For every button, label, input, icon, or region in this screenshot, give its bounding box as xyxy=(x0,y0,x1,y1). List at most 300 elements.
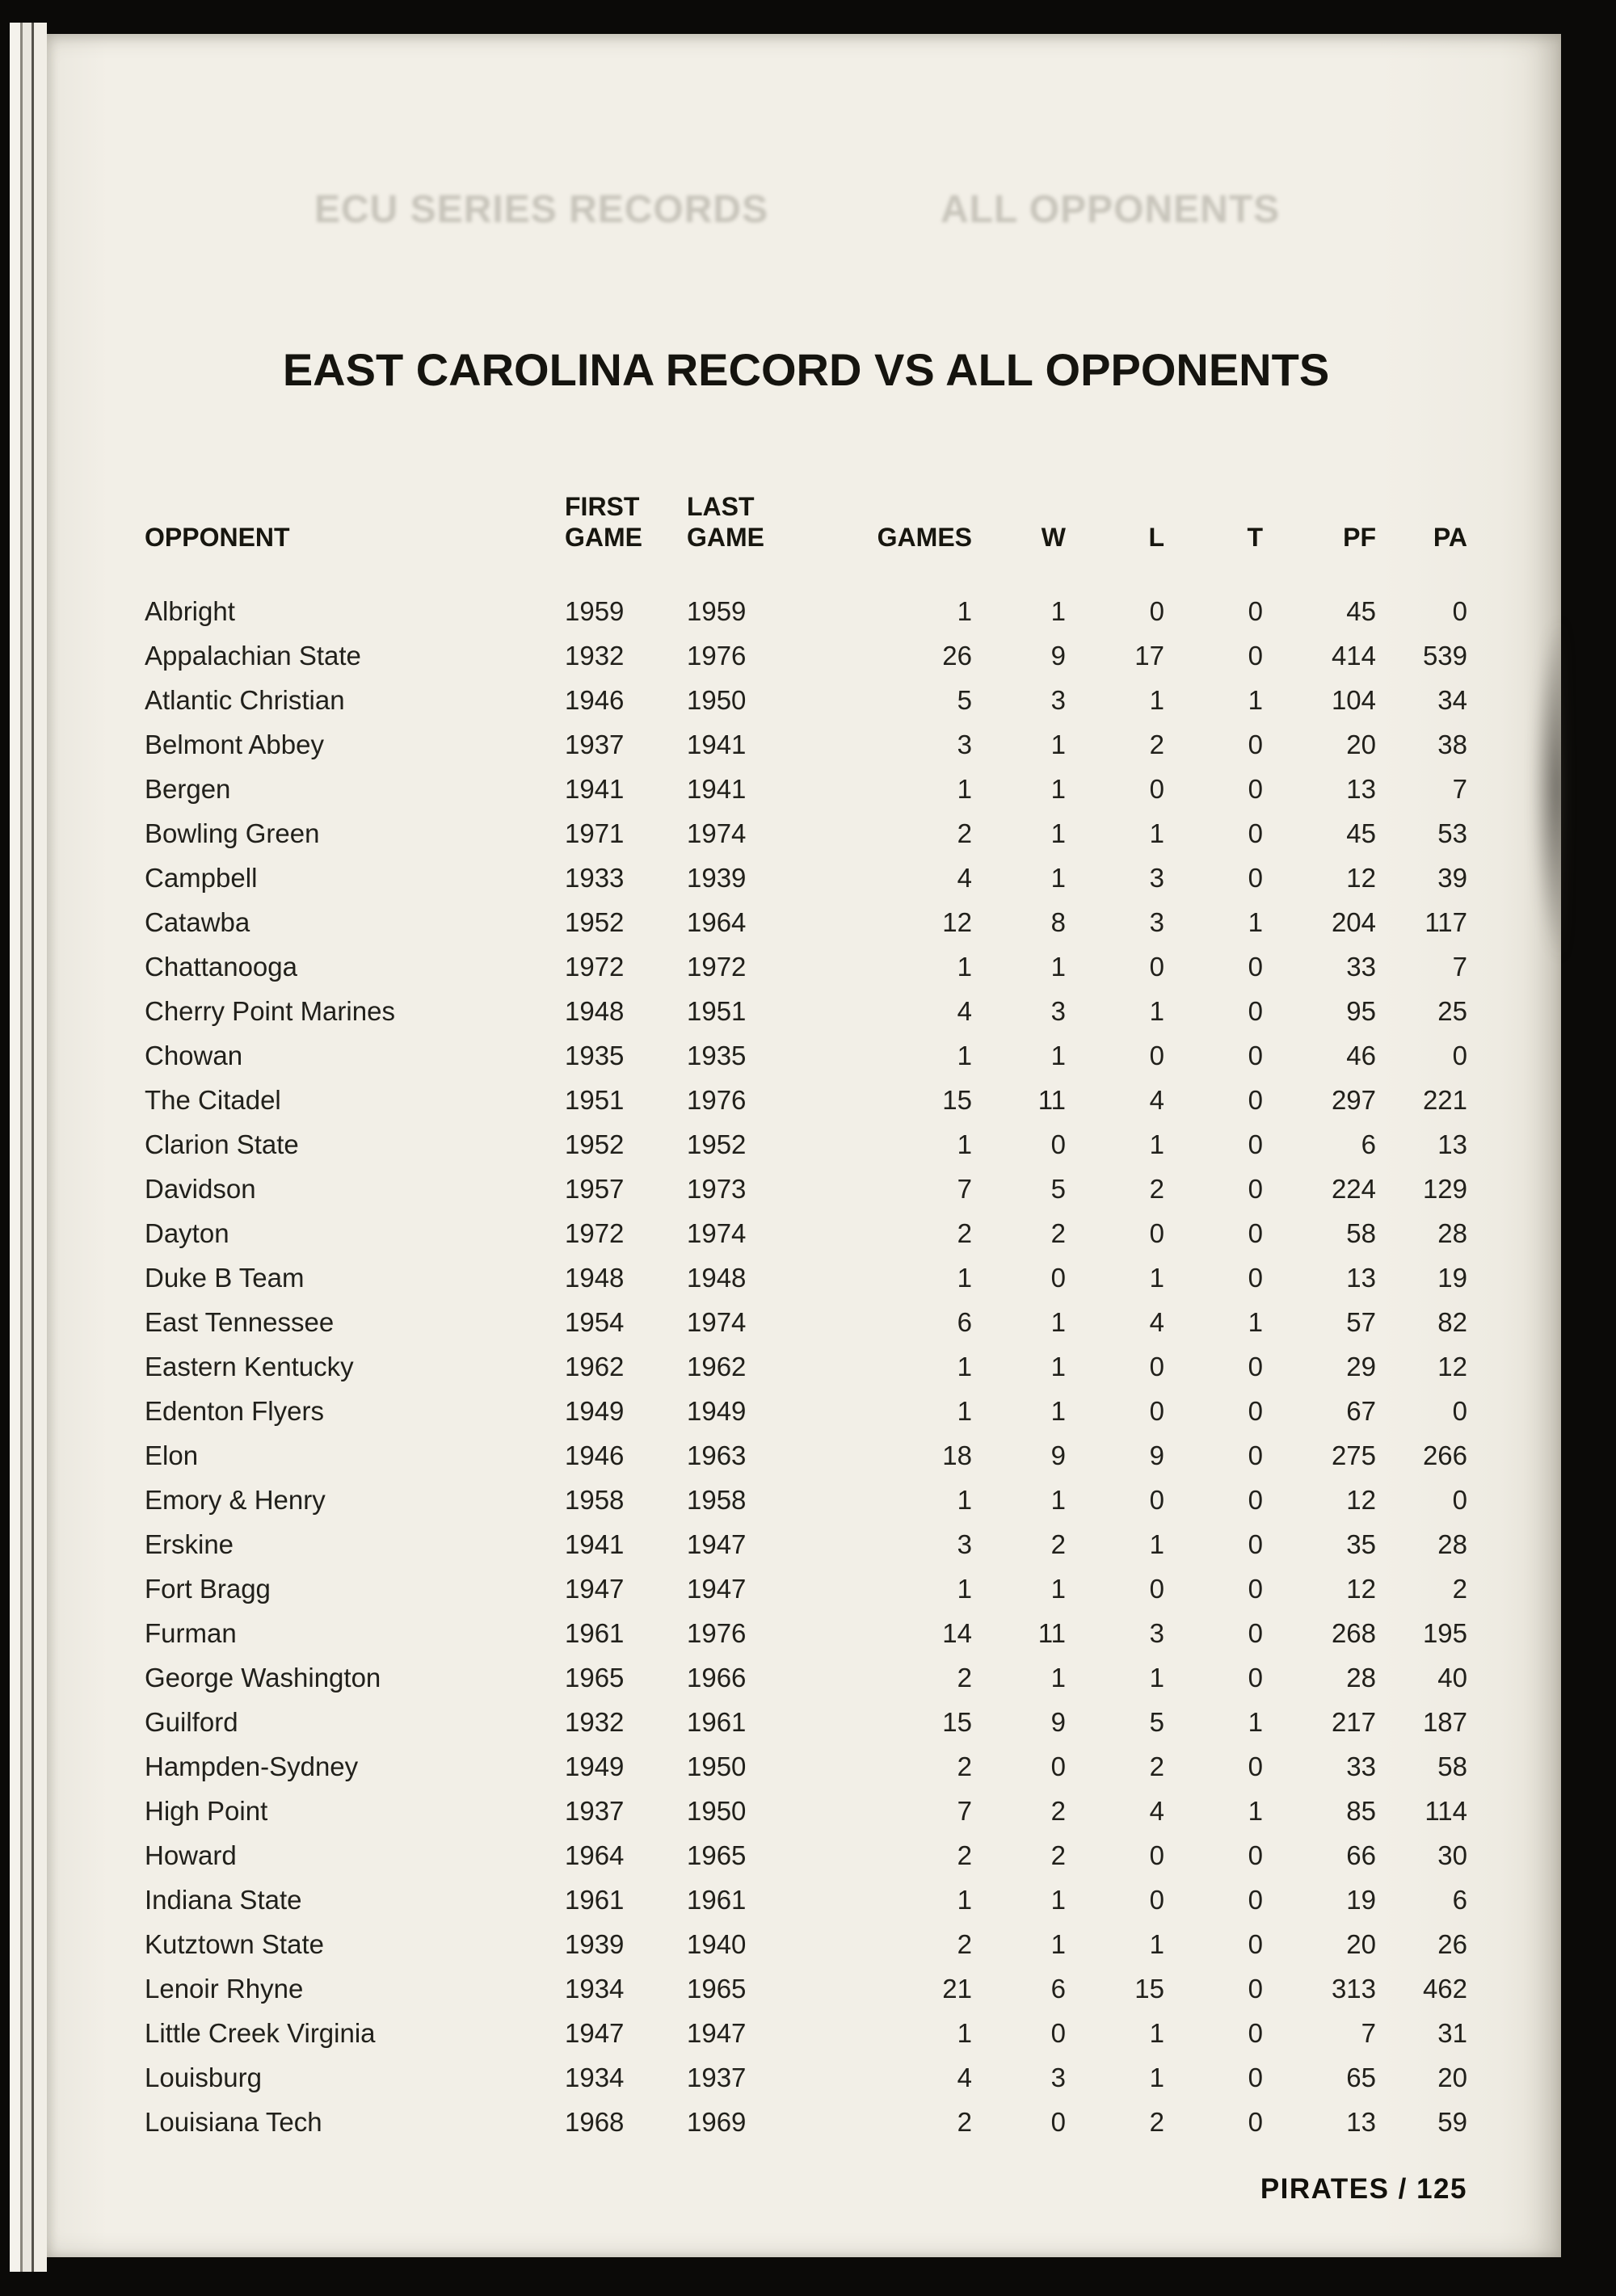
stat-cell: 1 xyxy=(1149,1262,1164,1293)
stat-cell: 195 xyxy=(1422,1617,1467,1648)
stat-cell: 65 xyxy=(1346,2062,1376,2092)
stat-cell: 35 xyxy=(1346,1529,1376,1559)
stat-cell: 462 xyxy=(1422,1973,1467,2004)
stat-cell: 1 xyxy=(1149,2062,1164,2092)
bleed-through-left: ECU SERIES RECORDS xyxy=(314,188,769,231)
opponent-cell: Howard xyxy=(145,1840,237,1870)
stat-cell: 0 xyxy=(1248,2017,1263,2048)
stat-cell: 20 xyxy=(1346,1928,1376,1959)
table-row xyxy=(145,1300,1467,1344)
stat-cell: 266 xyxy=(1422,1440,1467,1470)
column-header: PA xyxy=(1433,523,1467,552)
stat-cell: 1949 xyxy=(565,1751,625,1781)
stat-cell: 0 xyxy=(1248,818,1263,848)
stat-cell: 0 xyxy=(1248,1084,1263,1115)
stat-cell: 1948 xyxy=(687,1262,747,1293)
stat-cell: 217 xyxy=(1331,1706,1376,1737)
stat-cell: 1972 xyxy=(565,1217,625,1248)
stat-cell: 21 xyxy=(942,1973,972,2004)
stat-cell: 4 xyxy=(1149,1084,1164,1115)
stat-cell: 2 xyxy=(957,1840,972,1870)
stat-cell: 0 xyxy=(1452,1040,1467,1070)
stat-cell: 1 xyxy=(957,1351,972,1381)
stat-cell: 53 xyxy=(1437,818,1467,848)
stat-cell: 3 xyxy=(1149,862,1164,893)
stat-cell: 1946 xyxy=(565,684,625,715)
opponent-cell: Erskine xyxy=(145,1529,234,1559)
stat-cell: 34 xyxy=(1437,684,1467,715)
stat-cell: 7 xyxy=(957,1173,972,1204)
stat-cell: 0 xyxy=(1050,1129,1066,1159)
stat-cell: 29 xyxy=(1346,1351,1376,1381)
table-row xyxy=(145,811,1467,856)
table-row xyxy=(145,1789,1467,1833)
stat-cell: 1969 xyxy=(687,2106,747,2137)
stat-cell: 2 xyxy=(1149,2106,1164,2137)
stat-cell: 1968 xyxy=(565,2106,625,2137)
stat-cell: 1962 xyxy=(565,1351,625,1381)
stat-cell: 1954 xyxy=(565,1306,625,1337)
stat-cell: 2 xyxy=(957,1751,972,1781)
stat-cell: 1 xyxy=(1149,1928,1164,1959)
column-header: GAMES xyxy=(877,523,972,552)
table-row xyxy=(145,1478,1467,1522)
opponent-cell: Edenton Flyers xyxy=(145,1395,324,1426)
stat-cell: 15 xyxy=(1134,1973,1164,2004)
stat-cell: 0 xyxy=(1050,1262,1066,1293)
stat-cell: 3 xyxy=(1050,684,1066,715)
opponent-cell: Fort Bragg xyxy=(145,1573,271,1604)
stat-cell: 6 xyxy=(1452,1884,1467,1915)
stat-cell: 1 xyxy=(1050,1573,1066,1604)
stat-cell: 1965 xyxy=(565,1662,625,1693)
stat-cell: 1 xyxy=(1050,862,1066,893)
stat-cell: 45 xyxy=(1346,818,1376,848)
stat-cell: 6 xyxy=(957,1306,972,1337)
opponent-cell: Emory & Henry xyxy=(145,1484,326,1515)
stat-cell: 33 xyxy=(1346,1751,1376,1781)
table-row xyxy=(145,1078,1467,1122)
stat-cell: 7 xyxy=(1361,2017,1376,2048)
stat-cell: 1 xyxy=(957,1395,972,1426)
stat-cell: 3 xyxy=(1149,1617,1164,1648)
stat-cell: 0 xyxy=(1248,1040,1263,1070)
stat-cell: 117 xyxy=(1425,906,1467,937)
stat-cell: 0 xyxy=(1452,1484,1467,1515)
stat-cell: 1 xyxy=(1248,1306,1263,1337)
stat-cell: 0 xyxy=(1248,1351,1263,1381)
stat-cell: 1941 xyxy=(687,729,747,759)
stat-cell: 33 xyxy=(1346,951,1376,982)
stat-cell: 1937 xyxy=(565,1795,625,1826)
stat-cell: 1939 xyxy=(687,862,747,893)
table-row xyxy=(145,1389,1467,1433)
table-row xyxy=(145,1922,1467,1966)
stat-cell: 1 xyxy=(957,951,972,982)
stat-cell: 1 xyxy=(957,1040,972,1070)
bleed-through-text xyxy=(145,187,1467,244)
stat-cell: 539 xyxy=(1422,640,1467,671)
stat-cell: 187 xyxy=(1422,1706,1467,1737)
stat-cell: 46 xyxy=(1346,1040,1376,1070)
table-row xyxy=(145,1211,1467,1255)
stat-cell: 1963 xyxy=(687,1440,747,1470)
stat-cell: 1 xyxy=(1050,1351,1066,1381)
stat-cell: 224 xyxy=(1331,1173,1376,1204)
stat-cell: 11 xyxy=(1037,1617,1066,1648)
stat-cell: 2 xyxy=(957,1662,972,1693)
opponent-cell: Catawba xyxy=(145,906,250,937)
stat-cell: 1974 xyxy=(687,818,747,848)
stat-cell: 1 xyxy=(1050,773,1066,804)
stat-cell: 12 xyxy=(1346,862,1376,893)
table-row xyxy=(145,589,1467,633)
stat-cell: 1941 xyxy=(565,1529,625,1559)
stat-cell: 3 xyxy=(1050,2062,1066,2092)
stat-cell: 40 xyxy=(1437,1662,1467,1693)
stat-cell: 0 xyxy=(1050,2017,1066,2048)
stat-cell: 0 xyxy=(1149,1351,1164,1381)
stat-cell: 2 xyxy=(957,1217,972,1248)
column-header: FIRST GAME xyxy=(565,492,642,552)
stat-cell: 1940 xyxy=(687,1928,747,1959)
scan-smudge xyxy=(1532,616,1564,963)
opponent-cell: Kutztown State xyxy=(145,1928,324,1959)
stat-cell: 1 xyxy=(1248,906,1263,937)
page-footer: PIRATES / 125 xyxy=(1260,2173,1467,2205)
stat-cell: 104 xyxy=(1331,684,1376,715)
stat-cell: 28 xyxy=(1437,1529,1467,1559)
opponent-cell: Chowan xyxy=(145,1040,243,1070)
stat-cell: 20 xyxy=(1437,2062,1467,2092)
stat-cell: 9 xyxy=(1050,1440,1066,1470)
page-title: EAST CAROLINA RECORD VS ALL OPPONENTS xyxy=(282,343,1330,395)
stat-cell: 1939 xyxy=(565,1928,625,1959)
stat-cell: 19 xyxy=(1346,1884,1376,1915)
stat-cell: 3 xyxy=(957,1529,972,1559)
stat-cell: 0 xyxy=(1248,2062,1263,2092)
stat-cell: 0 xyxy=(1248,729,1263,759)
stat-cell: 1964 xyxy=(565,1840,625,1870)
stat-cell: 1957 xyxy=(565,1173,625,1204)
stat-cell: 1951 xyxy=(687,995,747,1026)
opponent-cell: Bowling Green xyxy=(145,818,320,848)
stat-cell: 7 xyxy=(1452,951,1467,982)
stat-cell: 1 xyxy=(1149,1662,1164,1693)
stat-cell: 1941 xyxy=(687,773,747,804)
stat-cell: 0 xyxy=(1050,1751,1066,1781)
opponent-cell: Davidson xyxy=(145,1173,256,1204)
opponent-cell: Dayton xyxy=(145,1217,229,1248)
table-row xyxy=(145,1433,1467,1478)
stat-cell: 1932 xyxy=(565,640,625,671)
stat-cell: 38 xyxy=(1437,729,1467,759)
stat-cell: 17 xyxy=(1134,640,1164,671)
stat-cell: 0 xyxy=(1452,595,1467,626)
stat-cell: 82 xyxy=(1437,1306,1467,1337)
stat-cell: 275 xyxy=(1331,1440,1376,1470)
stat-cell: 0 xyxy=(1248,595,1263,626)
table-row xyxy=(145,1700,1467,1744)
stat-cell: 28 xyxy=(1346,1662,1376,1693)
stat-cell: 4 xyxy=(1149,1795,1164,1826)
stat-cell: 1952 xyxy=(565,906,625,937)
stat-cell: 1 xyxy=(1248,684,1263,715)
records-table xyxy=(145,430,1467,2144)
table-body xyxy=(145,589,1467,2144)
stat-cell: 2 xyxy=(1050,1217,1066,1248)
table-row xyxy=(145,2055,1467,2100)
stat-cell: 5 xyxy=(1149,1706,1164,1737)
stat-cell: 1947 xyxy=(565,1573,625,1604)
stat-cell: 1958 xyxy=(565,1484,625,1515)
stat-cell: 19 xyxy=(1437,1262,1467,1293)
stat-cell: 2 xyxy=(1149,729,1164,759)
stat-cell: 25 xyxy=(1437,995,1467,1026)
stat-cell: 0 xyxy=(1149,1217,1164,1248)
stat-cell: 66 xyxy=(1346,1840,1376,1870)
column-header: LAST GAME xyxy=(687,492,764,552)
table-row xyxy=(145,678,1467,722)
stat-cell: 9 xyxy=(1050,640,1066,671)
opponent-cell: Appalachian State xyxy=(145,640,361,671)
opponent-cell: The Citadel xyxy=(145,1084,281,1115)
table-row xyxy=(145,1744,1467,1789)
stat-cell: 0 xyxy=(1248,1662,1263,1693)
stat-cell: 85 xyxy=(1346,1795,1376,1826)
table-row xyxy=(145,1167,1467,1211)
stat-cell: 26 xyxy=(1437,1928,1467,1959)
stat-cell: 1959 xyxy=(565,595,625,626)
stat-cell: 13 xyxy=(1346,773,1376,804)
opponent-cell: Furman xyxy=(145,1617,237,1648)
stat-cell: 20 xyxy=(1346,729,1376,759)
stat-cell: 2 xyxy=(1149,1173,1164,1204)
table-row xyxy=(145,1255,1467,1300)
stat-cell: 1976 xyxy=(687,1084,747,1115)
stat-cell: 2 xyxy=(957,818,972,848)
stat-cell: 0 xyxy=(1248,1440,1263,1470)
stat-cell: 1 xyxy=(1050,1484,1066,1515)
stat-cell: 0 xyxy=(1149,773,1164,804)
stat-cell: 1959 xyxy=(687,595,747,626)
stat-cell: 1 xyxy=(957,1884,972,1915)
stat-cell: 2 xyxy=(1050,1529,1066,1559)
stat-cell: 1950 xyxy=(687,1751,747,1781)
stat-cell: 3 xyxy=(957,729,972,759)
table-row xyxy=(145,1878,1467,1922)
stat-cell: 3 xyxy=(1050,995,1066,1026)
stat-cell: 1974 xyxy=(687,1306,747,1337)
opponent-cell: Atlantic Christian xyxy=(145,684,345,715)
stat-cell: 3 xyxy=(1149,906,1164,937)
stat-cell: 1 xyxy=(1050,1040,1066,1070)
table-row xyxy=(145,944,1467,989)
opponent-cell: Louisiana Tech xyxy=(145,2106,322,2137)
stat-cell: 1 xyxy=(1149,1129,1164,1159)
stat-cell: 2 xyxy=(957,1928,972,1959)
stat-cell: 1 xyxy=(957,1262,972,1293)
stat-cell: 0 xyxy=(1248,1617,1263,1648)
table-row xyxy=(145,1122,1467,1167)
stat-cell: 7 xyxy=(957,1795,972,1826)
column-header: W xyxy=(1041,523,1066,552)
table-header-row xyxy=(145,430,1467,589)
stat-cell: 0 xyxy=(1149,1395,1164,1426)
stat-cell: 313 xyxy=(1331,1973,1376,2004)
stat-cell: 39 xyxy=(1437,862,1467,893)
stat-cell: 15 xyxy=(942,1084,972,1115)
stat-cell: 7 xyxy=(1452,773,1467,804)
table-row xyxy=(145,2011,1467,2055)
opponent-cell: Guilford xyxy=(145,1706,238,1737)
column-header: PF xyxy=(1343,523,1376,552)
stat-cell: 1 xyxy=(1050,951,1066,982)
stat-cell: 0 xyxy=(1149,1884,1164,1915)
stat-cell: 11 xyxy=(1037,1084,1066,1115)
stat-cell: 13 xyxy=(1437,1129,1467,1159)
stat-cell: 1952 xyxy=(565,1129,625,1159)
stat-cell: 0 xyxy=(1248,1928,1263,1959)
stat-cell: 1961 xyxy=(565,1617,625,1648)
stat-cell: 6 xyxy=(1050,1973,1066,2004)
scanned-page xyxy=(47,34,1561,2257)
bleed-through-right: ALL OPPONENTS xyxy=(941,188,1281,231)
stat-cell: 1937 xyxy=(565,729,625,759)
stat-cell: 1961 xyxy=(687,1884,747,1915)
stat-cell: 30 xyxy=(1437,1840,1467,1870)
stat-cell: 1 xyxy=(1050,1928,1066,1959)
stat-cell: 1948 xyxy=(565,995,625,1026)
stat-cell: 1 xyxy=(1149,684,1164,715)
stat-cell: 1973 xyxy=(687,1173,747,1204)
stat-cell: 1966 xyxy=(687,1662,747,1693)
stat-cell: 1951 xyxy=(565,1084,625,1115)
stat-cell: 0 xyxy=(1248,1484,1263,1515)
stat-cell: 1961 xyxy=(687,1706,747,1737)
stat-cell: 0 xyxy=(1248,640,1263,671)
opponent-cell: Elon xyxy=(145,1440,199,1470)
stat-cell: 1 xyxy=(957,1484,972,1515)
opponent-cell: East Tennessee xyxy=(145,1306,335,1337)
stat-cell: 414 xyxy=(1331,640,1376,671)
stat-cell: 1947 xyxy=(687,1529,747,1559)
table-row xyxy=(145,1611,1467,1655)
table-row xyxy=(145,900,1467,944)
stat-cell: 5 xyxy=(957,684,972,715)
stat-cell: 0 xyxy=(1149,951,1164,982)
stat-cell: 18 xyxy=(942,1440,972,1470)
stat-cell: 67 xyxy=(1346,1395,1376,1426)
opponent-cell: Hampden-Sydney xyxy=(145,1751,359,1781)
stat-cell: 1949 xyxy=(565,1395,625,1426)
opponent-cell: High Point xyxy=(145,1795,268,1826)
stat-cell: 1971 xyxy=(565,818,625,848)
stat-cell: 1947 xyxy=(565,2017,625,2048)
stat-cell: 1 xyxy=(957,2017,972,2048)
column-header: L xyxy=(1148,523,1164,552)
stat-cell: 1 xyxy=(1248,1706,1263,1737)
stat-cell: 13 xyxy=(1346,1262,1376,1293)
stat-cell: 58 xyxy=(1437,1751,1467,1781)
opponent-cell: Campbell xyxy=(145,862,258,893)
stat-cell: 0 xyxy=(1248,951,1263,982)
stat-cell: 1 xyxy=(957,595,972,626)
stat-cell: 0 xyxy=(1248,1529,1263,1559)
stat-cell: 13 xyxy=(1346,2106,1376,2137)
table-row xyxy=(145,633,1467,678)
stat-cell: 1933 xyxy=(565,862,625,893)
stat-cell: 1972 xyxy=(687,951,747,982)
stat-cell: 12 xyxy=(942,906,972,937)
stat-cell: 9 xyxy=(1050,1706,1066,1737)
stat-cell: 0 xyxy=(1149,595,1164,626)
table-row xyxy=(145,722,1467,767)
stat-cell: 12 xyxy=(1346,1484,1376,1515)
opponent-cell: Lenoir Rhyne xyxy=(145,1973,304,2004)
opponent-cell: Cherry Point Marines xyxy=(145,995,395,1026)
table-row xyxy=(145,1344,1467,1389)
opponent-cell: Louisburg xyxy=(145,2062,262,2092)
opponent-cell: George Washington xyxy=(145,1662,381,1693)
stat-cell: 0 xyxy=(1248,1751,1263,1781)
stat-cell: 1 xyxy=(1050,1662,1066,1693)
stat-cell: 8 xyxy=(1050,906,1066,937)
stat-cell: 31 xyxy=(1437,2017,1467,2048)
stat-cell: 1946 xyxy=(565,1440,625,1470)
table-row xyxy=(145,1655,1467,1700)
book-page-edges xyxy=(8,23,47,2272)
stat-cell: 12 xyxy=(1346,1573,1376,1604)
stat-cell: 1974 xyxy=(687,1217,747,1248)
stat-cell: 1932 xyxy=(565,1706,625,1737)
stat-cell: 0 xyxy=(1248,773,1263,804)
stat-cell: 2 xyxy=(1050,1795,1066,1826)
column-header: T xyxy=(1247,523,1263,552)
stat-cell: 1950 xyxy=(687,684,747,715)
stat-cell: 268 xyxy=(1331,1617,1376,1648)
stat-cell: 1 xyxy=(957,773,972,804)
table-row xyxy=(145,1522,1467,1566)
stat-cell: 2 xyxy=(957,2106,972,2137)
opponent-cell: Bergen xyxy=(145,773,231,804)
stat-cell: 1 xyxy=(1248,1795,1263,1826)
stat-cell: 0 xyxy=(1452,1395,1467,1426)
stat-cell: 6 xyxy=(1361,1129,1376,1159)
stat-cell: 1 xyxy=(1149,1529,1164,1559)
stat-cell: 4 xyxy=(957,2062,972,2092)
stat-cell: 15 xyxy=(942,1706,972,1737)
stat-cell: 1 xyxy=(1050,1884,1066,1915)
stat-cell: 0 xyxy=(1248,1262,1263,1293)
opponent-cell: Albright xyxy=(145,595,235,626)
stat-cell: 1 xyxy=(1149,818,1164,848)
stat-cell: 1976 xyxy=(687,1617,747,1648)
opponent-cell: Indiana State xyxy=(145,1884,302,1915)
stat-cell: 4 xyxy=(957,995,972,1026)
opponent-cell: Chattanooga xyxy=(145,951,297,982)
stat-cell: 1949 xyxy=(687,1395,747,1426)
stat-cell: 0 xyxy=(1248,1973,1263,2004)
stat-cell: 14 xyxy=(942,1617,972,1648)
stat-cell: 1937 xyxy=(687,2062,747,2092)
stat-cell: 129 xyxy=(1422,1173,1467,1204)
stat-cell: 1 xyxy=(957,1573,972,1604)
stat-cell: 2 xyxy=(1149,1751,1164,1781)
stat-cell: 0 xyxy=(1149,1573,1164,1604)
opponent-cell: Duke B Team xyxy=(145,1262,305,1293)
table-row xyxy=(145,767,1467,811)
